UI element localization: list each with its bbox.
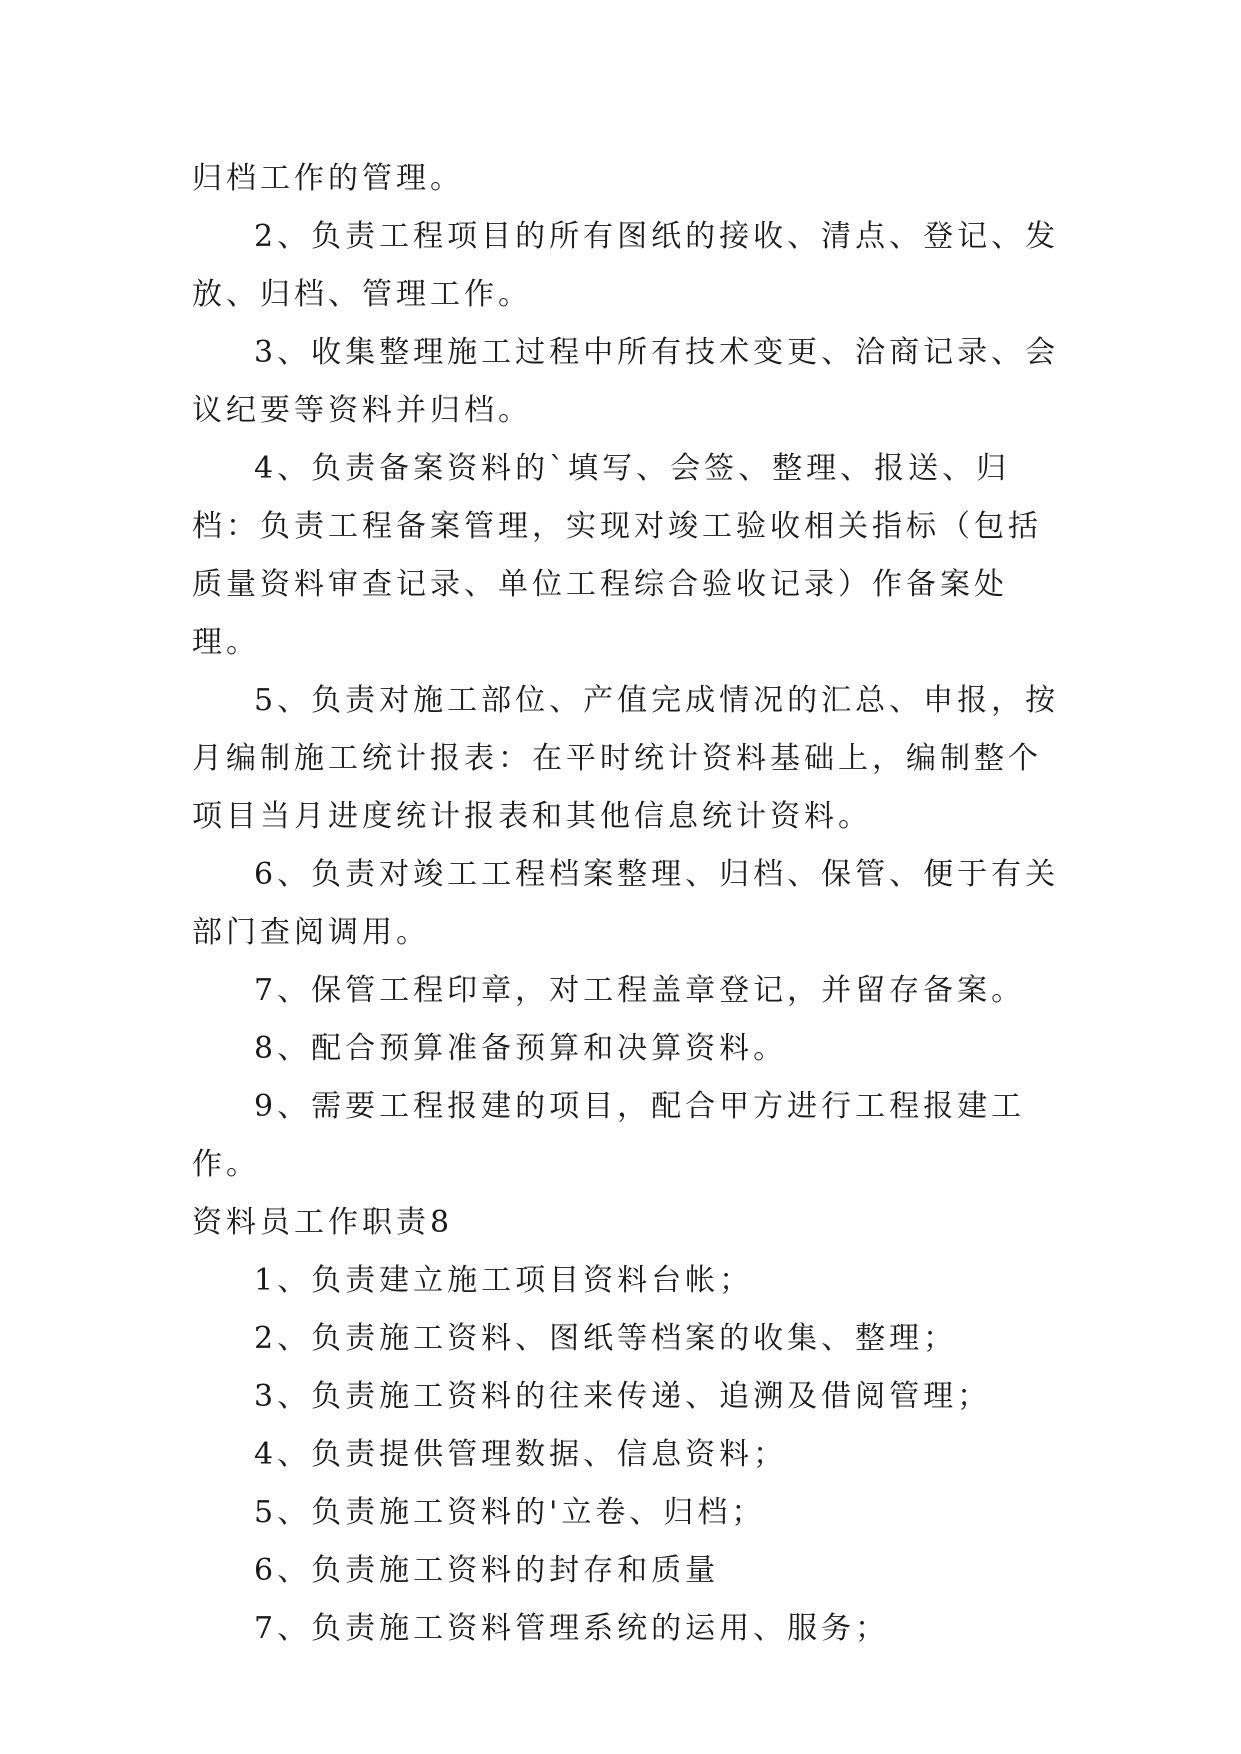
paragraph-item-6: 6、负责对竣工工程档案整理、归档、保管、便于有关部门查阅调用。: [192, 857, 1060, 950]
paragraph-continuation: 归档工作的管理。: [192, 161, 464, 196]
paragraph-item-7: 7、保管工程印章，对工程盖章登记，并留存备案。: [254, 973, 1026, 1008]
paragraph-item-3: 3、收集整理施工过程中所有技术变更、洽商记录、会议纪要等资料并归档。: [192, 335, 1060, 428]
paragraph-item-8: 8、配合预算准备预算和决算资料。: [254, 1031, 788, 1066]
duty-item-3: 3、负责施工资料的往来传递、追溯及借阅管理；: [254, 1379, 992, 1414]
paragraph-item-2: 2、负责工程项目的所有图纸的接收、清点、登记、发放、归档、管理工作。: [192, 219, 1060, 312]
paragraph-item-4: 4、负责备案资料的`填写、会签、整理、报送、归档：负责工程备案管理，实现对竣工验收相关指标（包括质量资料审查记录、单位工程综合验收记录）作备案处理。: [192, 451, 1042, 660]
duty-item-7: 7、负责施工资料管理系统的运用、服务；: [254, 1611, 890, 1646]
duty-item-4: 4、负责提供管理数据、信息资料；: [254, 1437, 788, 1472]
paragraph-item-5: 5、负责对施工部位、产值完成情况的汇总、申报，按月编制施工统计报表：在平时统计资料基础上，编制整个项目当月进度统计报表和其他信息统计资料。: [192, 683, 1060, 834]
duty-item-2: 2、负责施工资料、图纸等档案的收集、整理；: [254, 1321, 958, 1356]
section-heading: 资料员工作职责8: [192, 1205, 454, 1240]
document-body: [192, 150, 1072, 1658]
paragraph-item-9: 9、需要工程报建的项目，配合甲方进行工程报建工作。: [192, 1089, 1026, 1182]
duty-item-1: 1、负责建立施工项目资料台帐；: [254, 1263, 754, 1298]
duty-item-5: 5、负责施工资料的'立卷、归档；: [254, 1495, 766, 1530]
duty-item-6: 6、负责施工资料的封存和质量: [254, 1553, 720, 1588]
